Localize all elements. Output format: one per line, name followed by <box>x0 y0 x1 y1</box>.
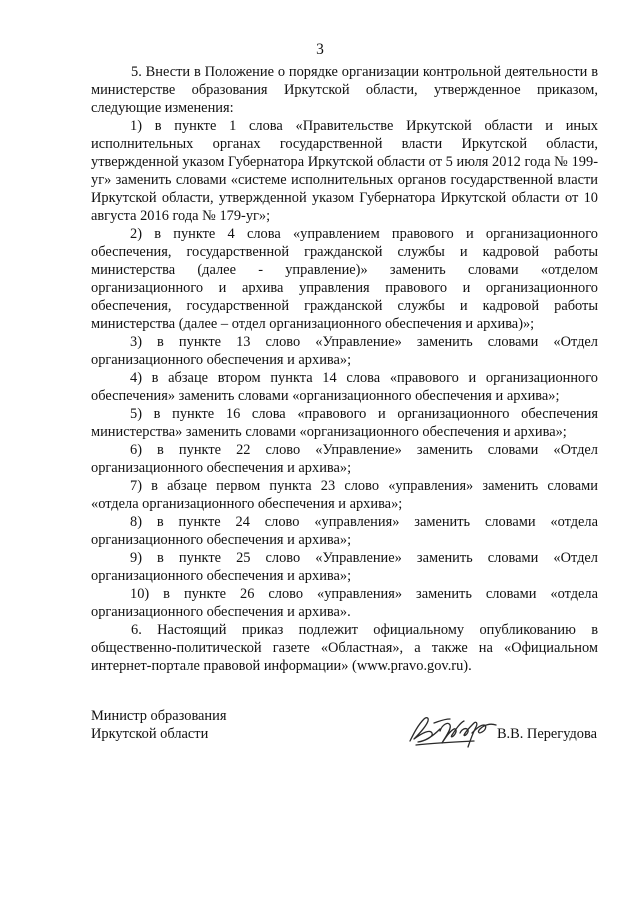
signatory-title <box>91 707 226 743</box>
paragraph-5: 5. Внести в Положение о порядке организации контрольной деятельности в министерстве образования Иркутской области, утвержденное приказом, следующие изменения: <box>91 64 598 116</box>
signatory-title-line1: Министр образования <box>91 708 227 724</box>
document-body <box>91 63 598 675</box>
subitem-4: 4) в абзаце втором пункта 14 слова «правового и организационного обеспечения» заменить словами «организационного обеспечения и архива»; <box>91 370 598 404</box>
subitem-7: 7) в абзаце первом пункта 23 слово «управления» заменить словами «отдела организационного обеспечения и архива»; <box>91 478 598 512</box>
subitem-5: 5) в пункте 16 слова «правового и организационного обеспечения министерства» заменить словами «организационного обеспечения и архива»; <box>91 406 598 440</box>
subitem-10: 10) в пункте 26 слово «управления» заменить словами «отдела организационного обеспечения и архива». <box>91 586 598 620</box>
signatory-name: В.В. Перегудова <box>496 726 597 742</box>
handwritten-signature-icon <box>404 711 500 751</box>
subitem-2: 2) в пункте 4 слова «управлением правового и организационного обеспечения, государственной гражданской службы и кадровой работы министерства (далее - управление)» заменить словами «отделом организационного и архива управления правового и организационного обеспечения, государственной гражданской службы и кадровой работы министерства (далее – отдел организационного обеспечения и архива)»; <box>91 226 598 332</box>
paragraph-6: 6. Настоящий приказ подлежит официальному опубликованию в общественно-политической газете «Областная», а также на «Официальном интернет-портале правовой информации» (www.pravo.gov.ru). <box>91 622 598 674</box>
subitem-6: 6) в пункте 22 слово «Управление» заменить словами «Отдел организационного обеспечения и архива»; <box>91 442 598 476</box>
subitem-8: 8) в пункте 24 слово «управления» заменить словами «отдела организационного обеспечения и архива»; <box>91 514 598 548</box>
subitem-3: 3) в пункте 13 слово «Управление» заменить словами «Отдел организационного обеспечения и архива»; <box>91 334 598 368</box>
subitem-9: 9) в пункте 25 слово «Управление» заменить словами «Отдел организационного обеспечения и архива»; <box>91 550 598 584</box>
page-number: 3 <box>316 41 324 58</box>
signatory-title-line2: Иркутской области <box>91 726 209 742</box>
subitem-1: 1) в пункте 1 слова «Правительстве Иркутской области и иных исполнительных органах государственной власти Иркутской области, утвержденной указом Губернатора Иркутской области от 5 июля 2012 года № 199-уг» заменить словами «системе исполнительных органов государственной власти Иркутской области, утвержденной указом Губернатора Иркутской области от 10 августа 2016 года № 179-уг»; <box>91 118 598 224</box>
signature-block <box>91 707 598 753</box>
